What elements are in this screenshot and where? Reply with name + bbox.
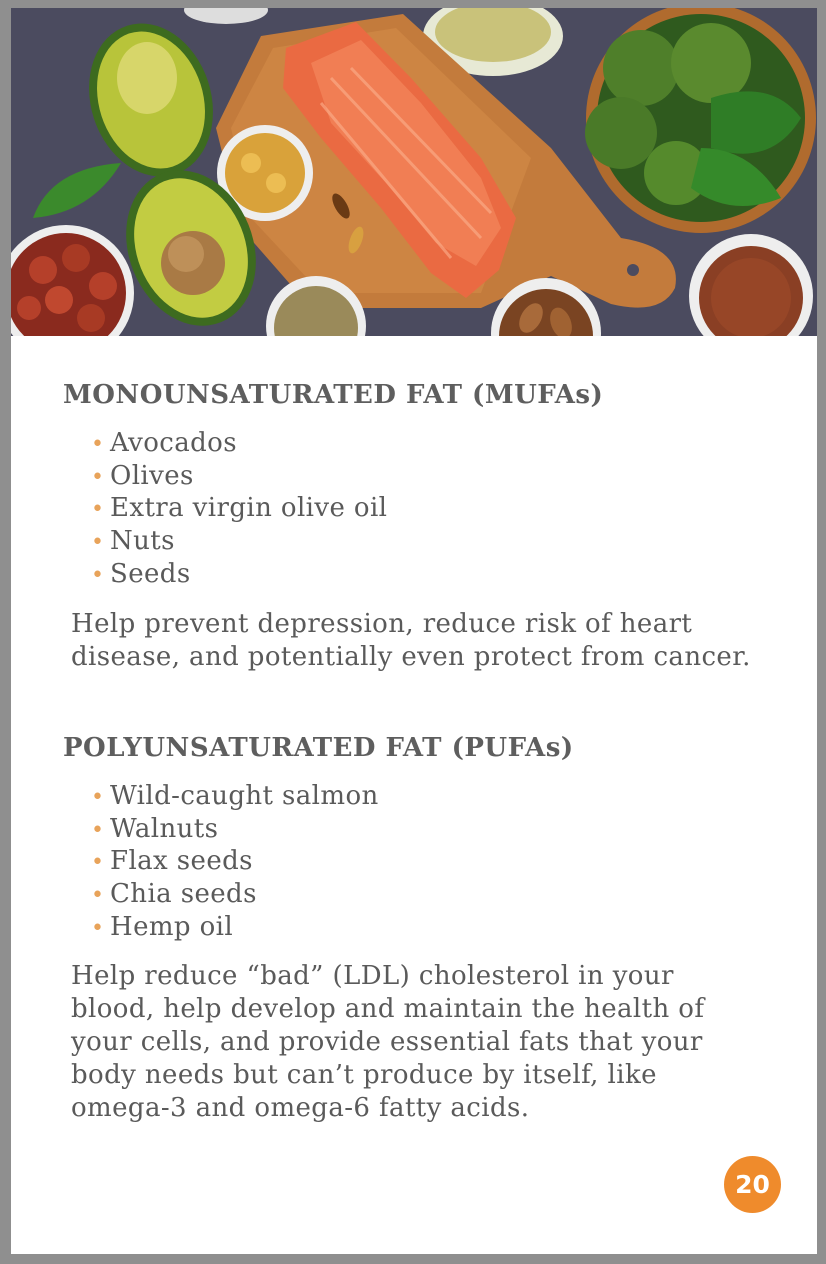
mufa-food-list xyxy=(91,427,387,590)
pufa-description: Help reduce “bad” (LDL) cholesterol in your blood, help develop and maintain the health of your cells, and provide essential fats that your body needs but can’t produce by itself, like omega-3 and omega-6 fatty acids. xyxy=(71,961,705,1123)
list-item-label: Extra virgin olive oil xyxy=(110,493,388,524)
document-page xyxy=(11,8,817,1254)
list-item xyxy=(91,813,379,846)
list-item xyxy=(91,911,379,944)
list-item-label: Avocados xyxy=(110,428,237,458)
bullet-icon: • xyxy=(91,883,105,909)
list-item xyxy=(91,492,387,525)
bullet-icon: • xyxy=(91,562,105,588)
bullet-icon: • xyxy=(91,915,105,941)
bullet-icon: • xyxy=(91,432,105,457)
hero-image xyxy=(11,8,817,336)
bullet-icon: • xyxy=(91,785,105,810)
list-item-label: Olives xyxy=(110,460,194,491)
list-item xyxy=(91,427,387,460)
list-item-label: Seeds xyxy=(110,558,191,589)
list-item-label: Hemp oil xyxy=(110,911,234,942)
section-title-mufas: MONOUNSATURATED FAT (MUFAs) xyxy=(63,380,604,410)
bullet-icon: • xyxy=(91,850,105,876)
pufa-food-list xyxy=(91,780,379,943)
list-item xyxy=(91,845,379,878)
list-item-label: Chia seeds xyxy=(110,879,257,910)
list-item xyxy=(91,780,379,813)
bullet-icon: • xyxy=(91,464,105,490)
list-item xyxy=(91,525,387,558)
list-item-label: Nuts xyxy=(110,526,175,557)
list-item-label: Flax seeds xyxy=(110,846,253,877)
bullet-icon: • xyxy=(91,817,105,843)
mufa-description: Help prevent depression, reduce risk of heart disease, and potentially even protect from cancer. xyxy=(71,609,751,672)
list-item xyxy=(91,460,387,493)
list-item xyxy=(91,878,379,911)
list-item-label: Wild-caught salmon xyxy=(110,781,379,811)
bullet-icon: • xyxy=(91,530,105,556)
list-item xyxy=(91,558,387,591)
list-item-label: Walnuts xyxy=(110,813,219,844)
section-title-pufas: POLYUNSATURATED FAT (PUFAs) xyxy=(63,733,574,763)
healthy-fats-food-illustration xyxy=(11,8,817,336)
bullet-icon: • xyxy=(91,497,105,523)
page-number-badge: 20 xyxy=(724,1156,781,1213)
